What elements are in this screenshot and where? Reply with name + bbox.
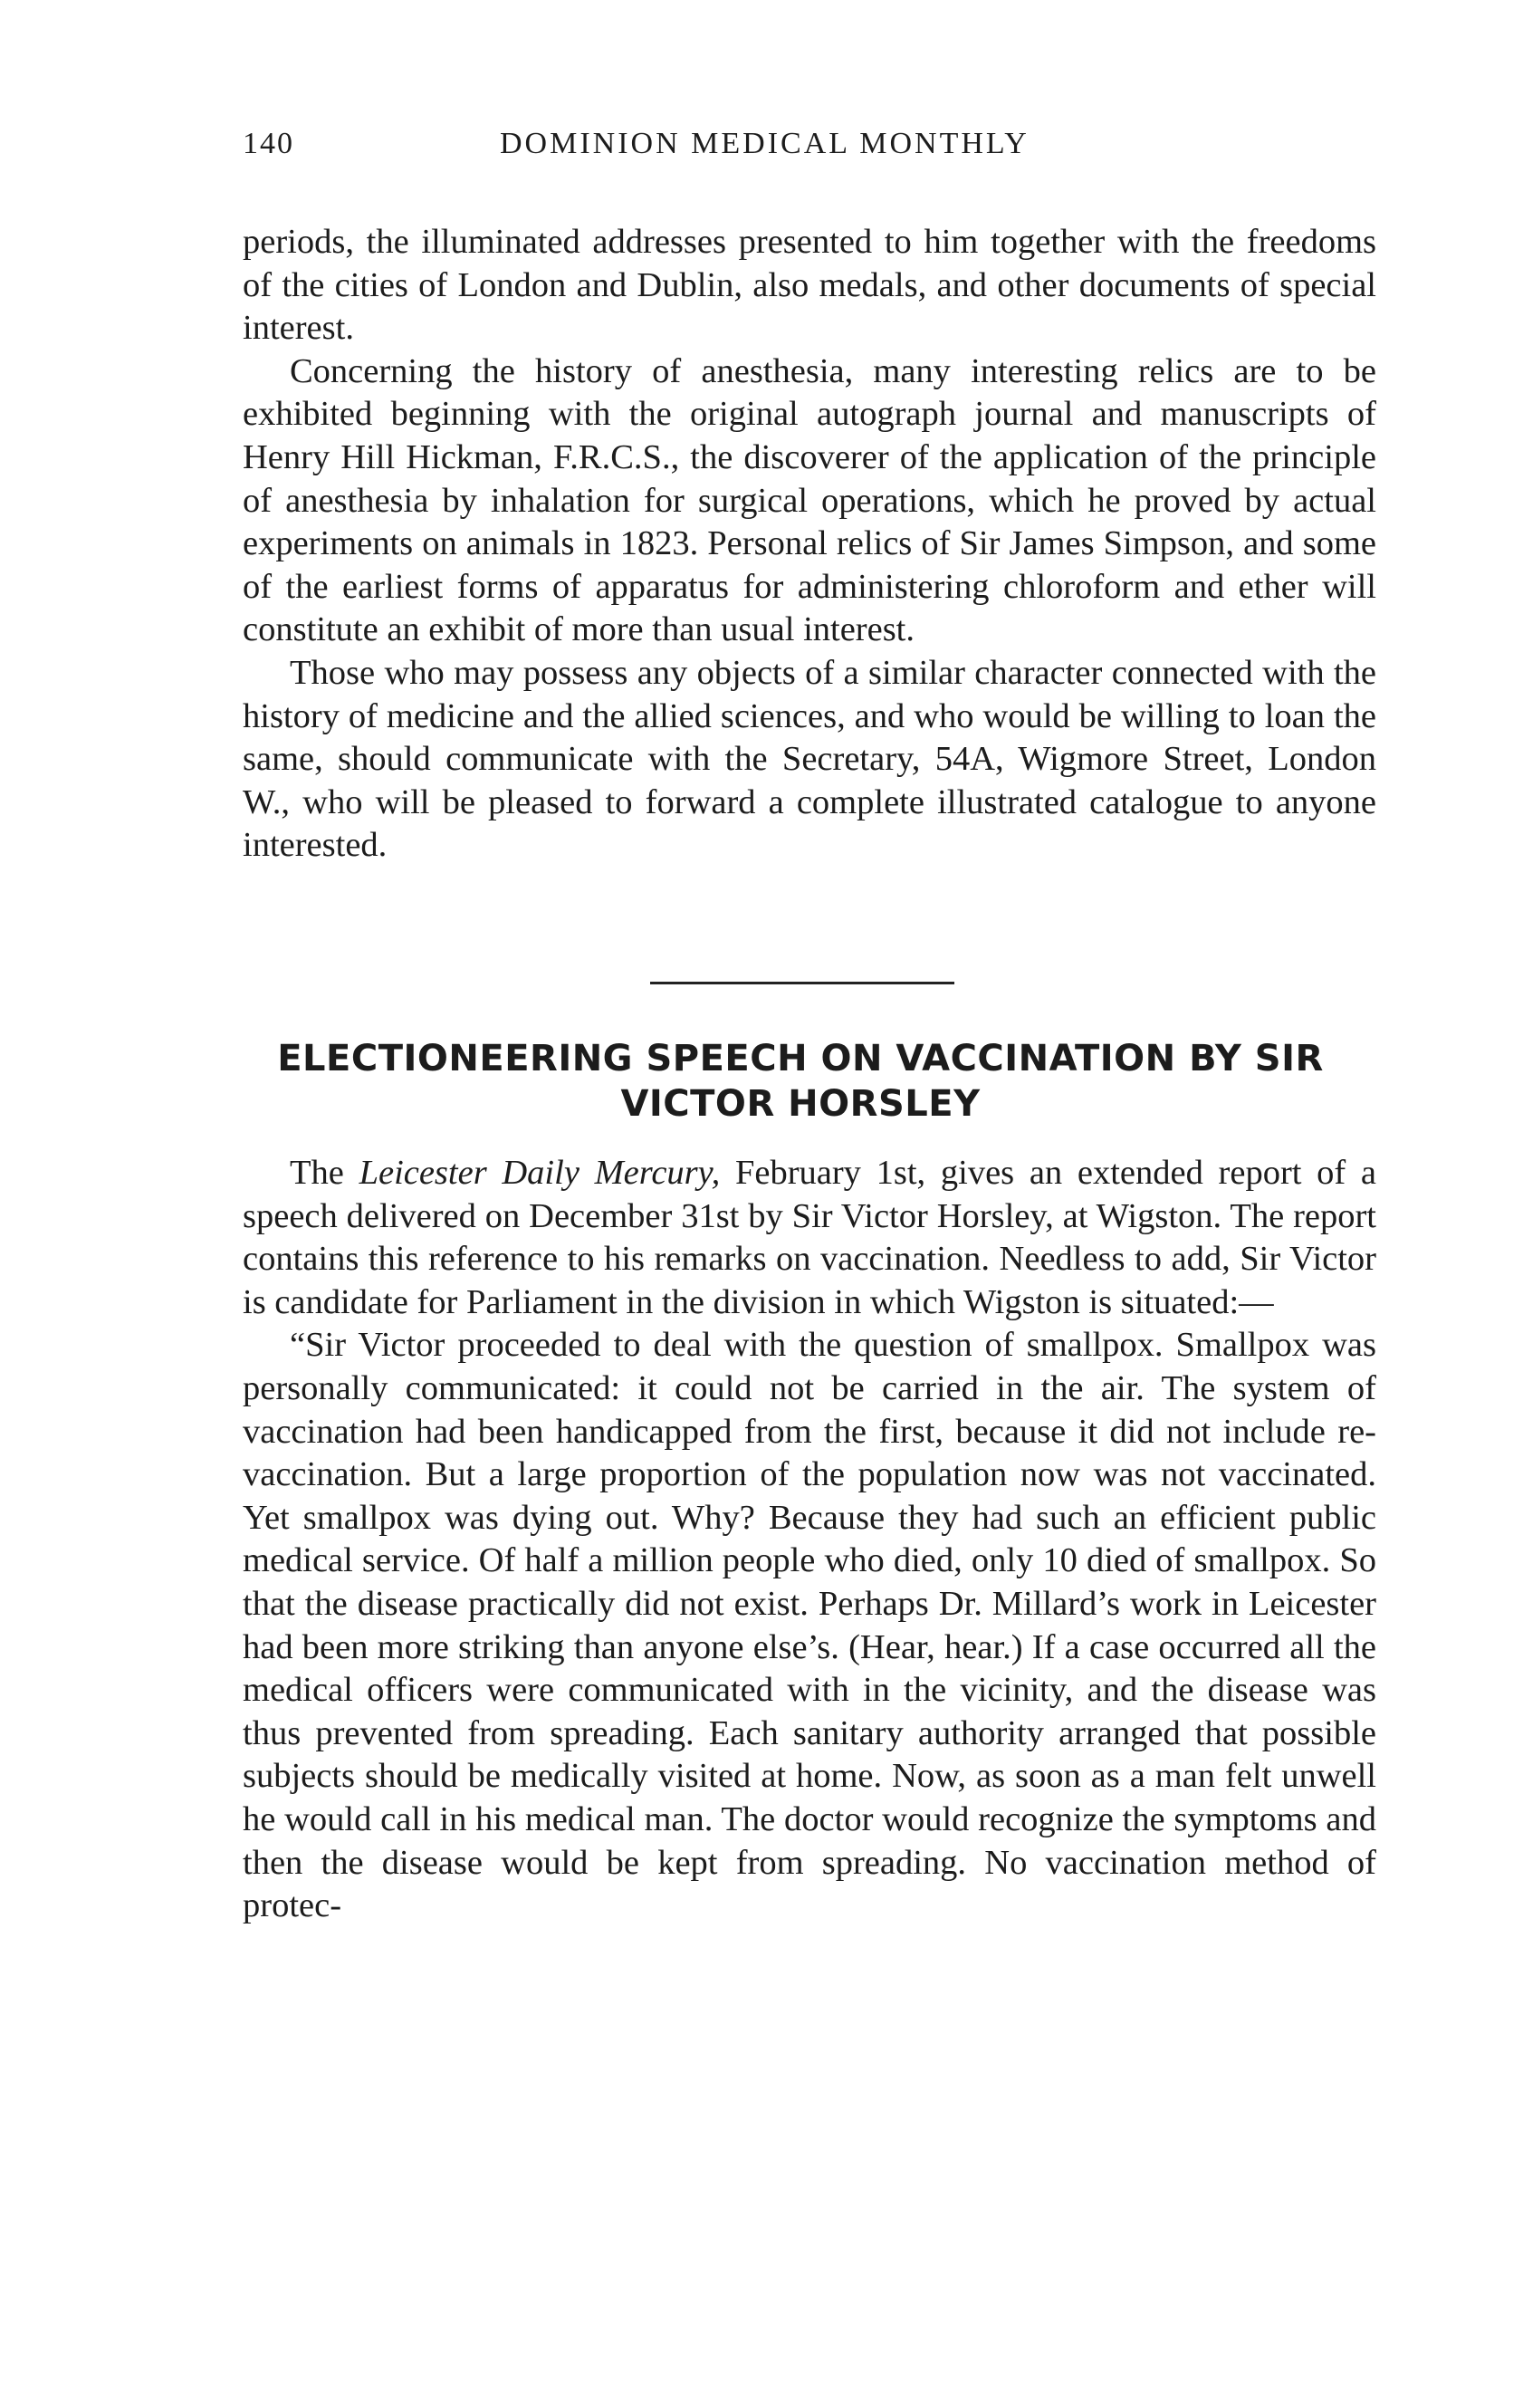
paragraph-anesthesia-relics: Concerning the history of anesthesia, many interesting relics are to be exhibited beginning with the original autograph journal and manuscripts of Henry Hill Hickman, F.R.C.S., the discoverer of the application of the principle of anesthesia by inhalation for surgical operations, which he proved by actual experiments on animals in 1823. Personal relics of Sir James Simpson, and some of the earliest forms of apparatus for administering chloroform and ether will constitute an exhibit of more than usual interest. xyxy=(243,351,1376,649)
paragraph-quote: “Sir Victor proceeded to deal with the question of smallpox. Smallpox was personally communicated: it could not be carried in the air. The system of vaccination had been handicapped from the first, because it did not include re-vaccination. But a large proportion of the population now was not vaccinated. Yet smallpox was dying out. Why? Because they had such an efficient public medical service. Of half a million people who died, only 10 died of smallpox. So that the disease practically did not exist. Perhaps Dr. Millard’s work in Leicester had been more striking than anyone else’s. (Hear, hear.) If a case occurred all the medical officers were communicated with in the vicinity, and the disease was thus prevented from spreading. Each sanitary authority arranged that possible subjects should be medically visited at home. Now, as soon as a man felt unwell he would call in his medical man. The doctor would recognize the symptoms and then the disease would be kept from spreading. No vaccination method of protec- xyxy=(243,1326,1376,1925)
paragraph-loan-request: Those who may possess any objects of a similar character connected with the history of medicine and the allied sciences, and who would be willing to loan the same, should communicate with the Secretary, 54A, Wigmore Street, London W., who will be pleased to forward a complete illustrated catalogue to anyone interested. xyxy=(243,653,1376,865)
article-headline: ELECTIONEERING SPEECH ON VACCINATION BY SIR VICTOR HORSLEY xyxy=(277,1038,1324,1125)
newspaper-name: Leicester Daily Mercury, xyxy=(359,1154,721,1192)
paragraph-continued: periods, the illuminated addresses presented to him together with the freedoms of the cities of London and Dublin, also medals, and other documents of special interest. xyxy=(243,223,1376,348)
page-number: 140 xyxy=(243,127,294,160)
section-divider xyxy=(650,982,954,984)
article-body xyxy=(243,1152,1376,1928)
journal-title: DOMINION MEDICAL MONTHLY xyxy=(500,127,1030,160)
running-head xyxy=(243,127,1148,172)
paragraph-intro xyxy=(243,1152,1376,1324)
intro-rest: February 1st, gives an extended report of a speech delivered on December 31st by Sir Victor Horsley, at Wigston. The report contains this reference to his remarks on vaccination. Needless to add, Sir Victor is candidate for Parliament in the division in which Wigston is situated:— xyxy=(243,1154,1377,1321)
continued-article-text xyxy=(243,221,1376,868)
intro-prefix: The xyxy=(290,1154,359,1192)
